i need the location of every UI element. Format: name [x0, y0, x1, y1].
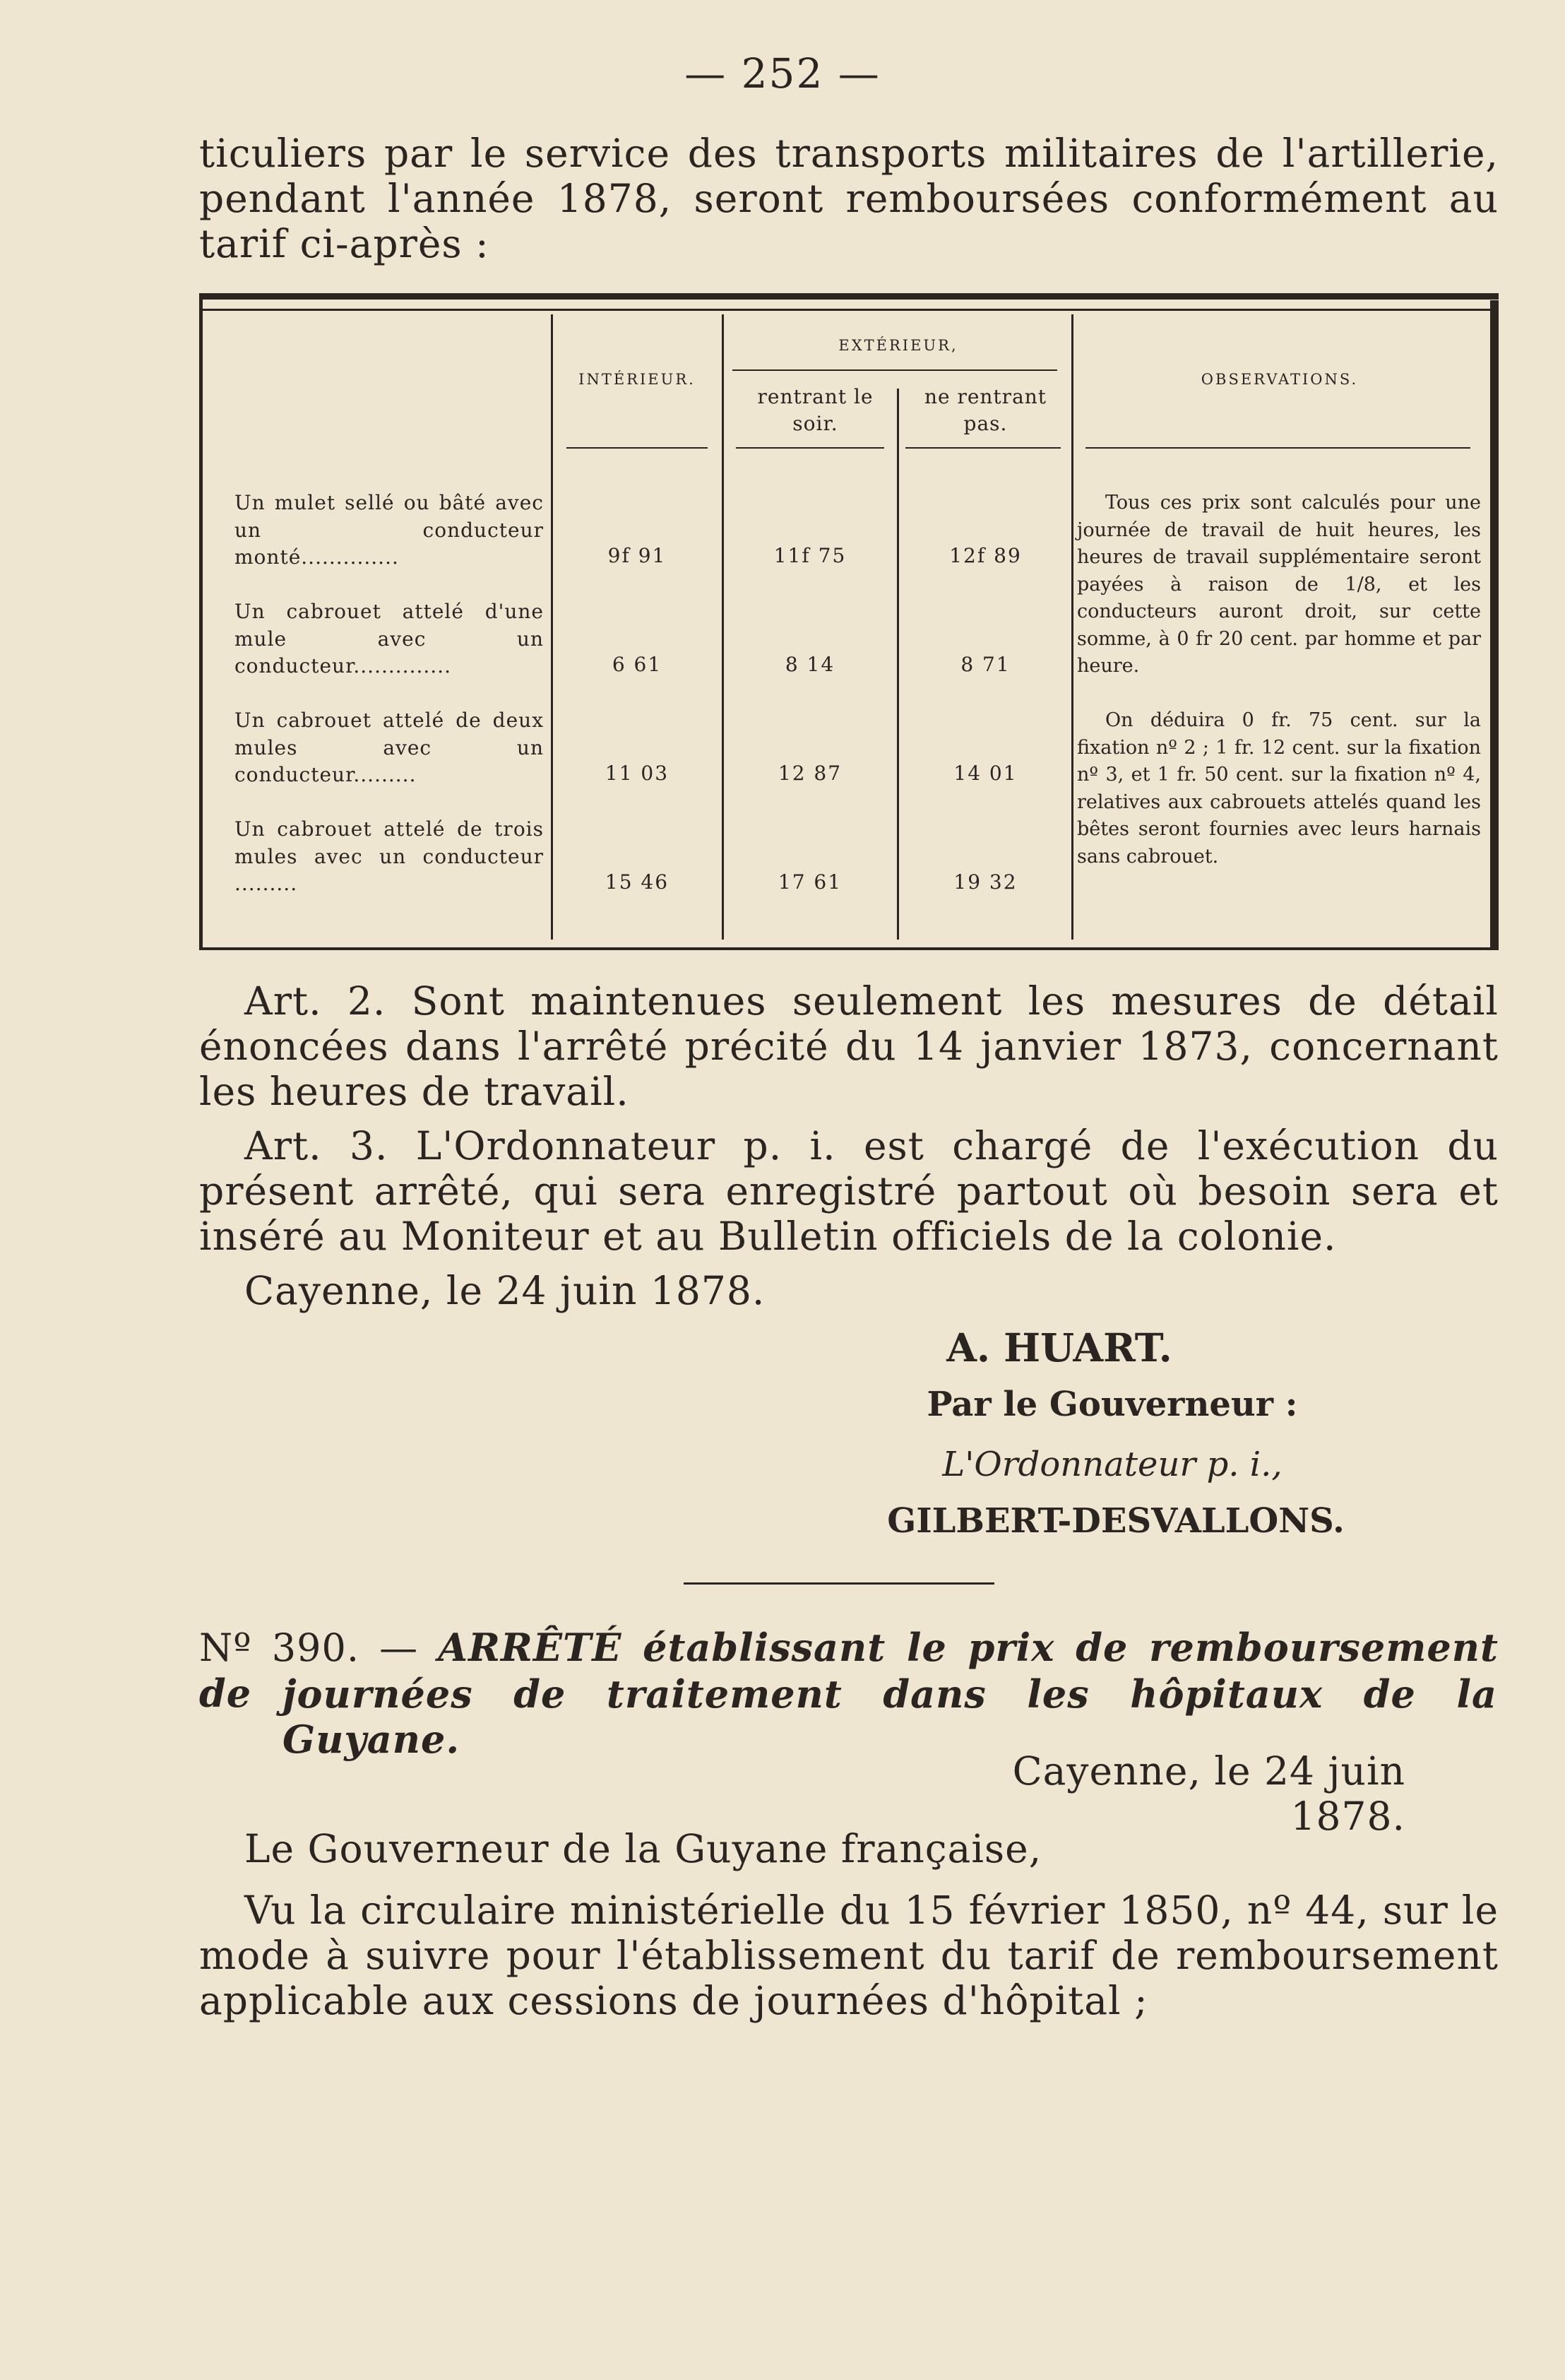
header-rentrant: rentrant le soir.	[757, 385, 874, 435]
row1-interieur: 9f 91	[607, 544, 667, 567]
row-label-2: Un cabrouet attelé d'une mule avec un conducteur..............	[234, 600, 544, 677]
date-place: Cayenne, le 24 juin 1878.	[244, 1268, 766, 1313]
separator-rule	[684, 1582, 994, 1585]
row3-interieur: 11 03	[605, 762, 670, 785]
row3-rentrant: 12 87	[778, 762, 843, 785]
observations-2: On déduira 0 fr. 75 cent. sur la fixation nº 2 ; 1 fr. 12 cent. sur la fixation nº 3, et 1 fr. 50 cent. sur la fixation nº 4, relatives aux cabrouets attelés quand les bêtes seront fournies avec leurs harnais sans cabrouet.	[1077, 709, 1481, 868]
row2-interieur: 6 61	[612, 653, 662, 676]
intro-paragraph: ticuliers par le service des transports militaires de l'artillerie, pendant l'année 1878, seront remboursées conformément au tarif ci-après :	[199, 131, 1499, 266]
signature-name: A. HUART.	[946, 1325, 1172, 1370]
tariff-table	[199, 293, 1499, 950]
observations-1: Tous ces prix sont calculés pour une journée de travail de huit heures, les heures de travail supplémentaire seront payées à raison de 1/8, et les conducteurs auront droit, sur cette somme, à 0 fr 20 cent. par homme et par heure.	[1077, 492, 1481, 677]
row4-interieur: 15 46	[605, 870, 670, 894]
vu-paragraph: Vu la circulaire ministérielle du 15 février 1850, nº 44, sur le mode à suivre pour l'établissement du tarif de remboursement applicable aux cessions de journées d'hôpital ;	[199, 1888, 1499, 2023]
signature-ordonnateur: L'Ordonnateur p. i.,	[942, 1445, 1283, 1484]
decree-date: Cayenne, le 24 juin 1878.	[1012, 1748, 1405, 1839]
row1-ne-rentrant: 12f 89	[949, 544, 1022, 567]
row-label-1: Un mulet sellé ou bâté avec un conducteur monté..............	[234, 491, 544, 569]
row2-rentrant: 8 14	[785, 653, 835, 676]
header-observations: OBSERVATIONS.	[1201, 371, 1359, 388]
gouverneur-line: Le Gouverneur de la Guyane française,	[244, 1826, 1042, 1871]
signature-name2: GILBERT-DESVALLONS.	[887, 1501, 1345, 1541]
decree-title-2: journées de traitement dans les hôpitaux de la Guyane.	[282, 1671, 1497, 1762]
header-exterieur: EXTÉRIEUR,	[838, 337, 958, 354]
row3-ne-rentrant: 14 01	[953, 762, 1018, 785]
row4-ne-rentrant: 19 32	[953, 870, 1018, 894]
article-2: Art. 2. Sont maintenues seulement les mesures de détail énoncées dans l'arrêté précité du 14 janvier 1873, concernant les heures de travail.	[199, 978, 1499, 1114]
row-label-4: Un cabrouet attelé de trois mules avec un conducteur .........	[234, 817, 544, 895]
article-3: Art. 3. L'Ordonnateur p. i. est chargé de l'exécution du présent arrêté, qui sera enregistré partout où besoin sera et inséré au Moniteur et au Bulletin officiels de la colonie.	[199, 1123, 1499, 1259]
decree-title-1: ARRÊTÉ établissant le prix de remboursement de	[199, 1625, 1499, 1716]
row4-rentrant: 17 61	[778, 870, 843, 894]
header-ne-rentrant: ne rentrant pas.	[924, 385, 1047, 435]
signature-par: Par le Gouverneur :	[927, 1385, 1298, 1424]
row2-ne-rentrant: 8 71	[960, 653, 1011, 676]
row1-rentrant: 11f 75	[773, 544, 847, 567]
header-interieur: INTÉRIEUR.	[578, 371, 696, 388]
row-label-3: Un cabrouet attelé de deux mules avec un conducteur.........	[234, 709, 544, 786]
page-number: — 252 —	[684, 49, 881, 97]
decree-number: Nº 390. —	[199, 1626, 419, 1670]
